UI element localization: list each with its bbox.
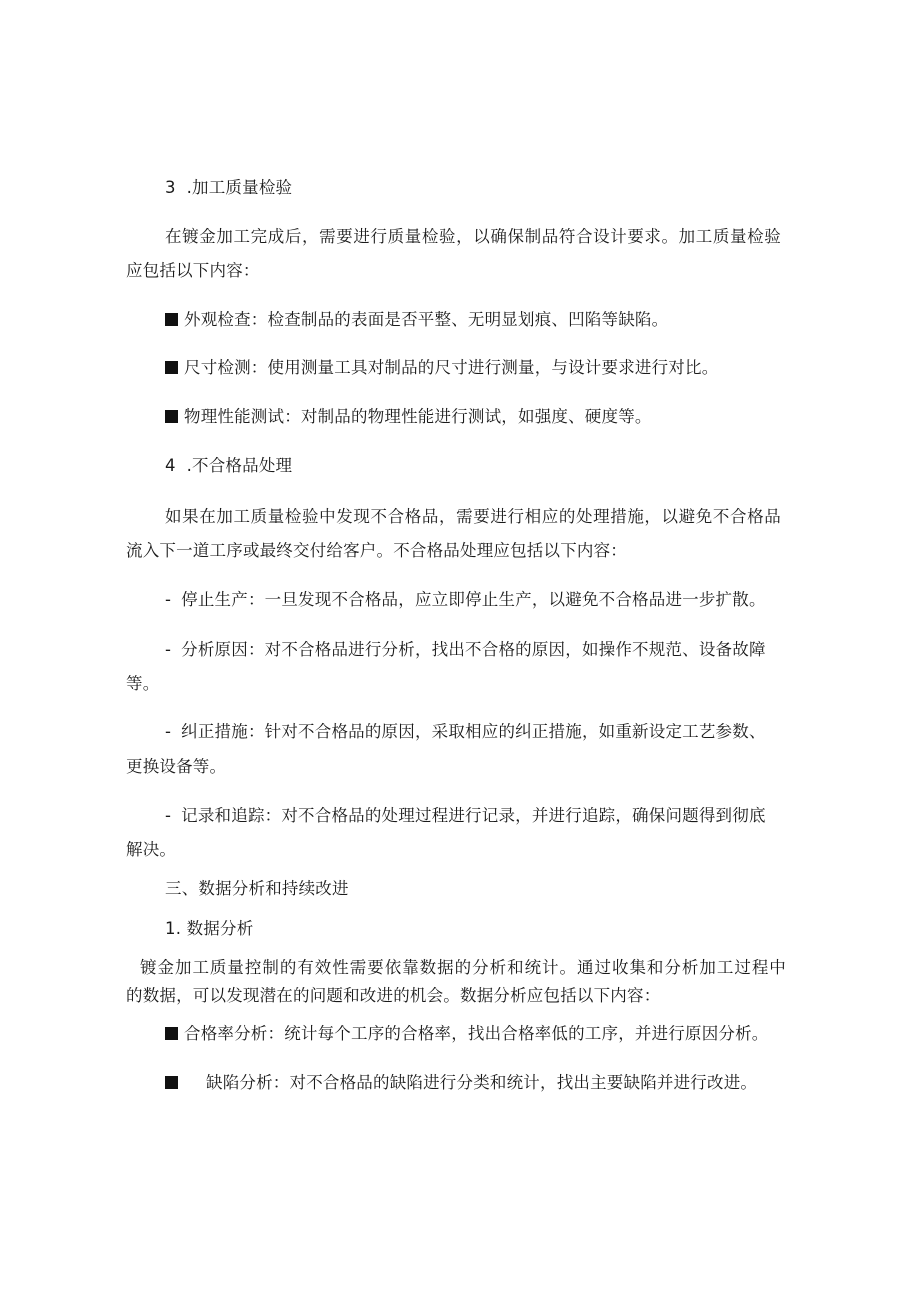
section-4-paragraph-line-1: 如果在加工质量检验中发现不合格品，需要进行相应的处理措施，以避免不合格品 bbox=[165, 507, 781, 526]
dash-item-text: 纠正措施：针对不合格品的原因，采取相应的纠正措施，如重新设定工艺参数、 bbox=[181, 722, 766, 741]
bullet-item bbox=[165, 407, 652, 427]
bullet-text: 物理性能测试：对制品的物理性能进行测试，如强度、硬度等。 bbox=[184, 407, 652, 426]
section-3-paragraph-line-2: 应包括以下内容： bbox=[126, 261, 260, 280]
section-4-paragraph-line-2: 流入下一道工序或最终交付给客户。不合格品处理应包括以下内容： bbox=[126, 541, 627, 560]
bullet-text: 合格率分析：统计每个工序的合格率，找出合格率低的工序，并进行原因分析。 bbox=[184, 1024, 769, 1043]
dash-list-item bbox=[165, 722, 766, 742]
dash-list-item bbox=[165, 640, 766, 660]
dash-item-text: 停止生产：一旦发现不合格品，应立即停止生产，以避免不合格品进一步扩散。 bbox=[181, 590, 766, 609]
dash-bullet: - bbox=[165, 640, 172, 659]
square-bullet-icon bbox=[165, 1076, 178, 1089]
bullet-item bbox=[165, 358, 718, 378]
section-3-paragraph-line-1: 在镀金加工完成后，需要进行质量检验，以确保制品符合设计要求。加工质量检验 bbox=[165, 227, 781, 246]
square-bullet-icon bbox=[165, 410, 178, 423]
section-3-heading: 3 .加工质量检验 bbox=[165, 178, 293, 197]
bullet-text: 外观检查：检查制品的表面是否平整、无明显划痕、凹陷等缺陷。 bbox=[184, 310, 669, 329]
square-bullet-icon bbox=[165, 361, 178, 374]
bullet-text: 缺陷分析：对不合格品的缺陷进行分类和统计，找出主要缺陷并进行改进。 bbox=[206, 1073, 758, 1092]
dash-list-item bbox=[165, 590, 766, 610]
bullet-item bbox=[165, 310, 668, 330]
dash-bullet: - bbox=[165, 722, 172, 741]
part-3-1-paragraph-line-2: 的数据，可以发现潜在的问题和改进的机会。数据分析应包括以下内容： bbox=[126, 986, 661, 1005]
square-bullet-icon bbox=[165, 1027, 178, 1040]
part-3-1-paragraph-line-1: 镀金加工质量控制的有效性需要依靠数据的分析和统计。通过收集和分析加工过程中 bbox=[140, 958, 786, 977]
square-bullet-icon bbox=[165, 313, 178, 326]
dash-bullet: - bbox=[165, 806, 172, 825]
dash-item-text: 记录和追踪：对不合格品的处理过程进行记录，并进行追踪，确保问题得到彻底 bbox=[181, 806, 766, 825]
part-3-1-heading: 1. 数据分析 bbox=[165, 919, 254, 938]
bullet-item bbox=[165, 1073, 757, 1093]
bullet-text: 尺寸检测：使用测量工具对制品的尺寸进行测量，与设计要求进行对比。 bbox=[184, 358, 719, 377]
part-3-heading: 三、数据分析和持续改进 bbox=[165, 879, 349, 898]
section-4-heading: 4 .不合格品处理 bbox=[165, 456, 293, 475]
bullet-item bbox=[165, 1024, 769, 1044]
dash-item-continuation: 等。 bbox=[126, 674, 160, 693]
dash-item-continuation: 更换设备等。 bbox=[126, 757, 227, 776]
dash-item-text: 分析原因：对不合格品进行分析，找出不合格的原因，如操作不规范、设备故障 bbox=[181, 640, 766, 659]
dash-item-continuation: 解决。 bbox=[126, 840, 177, 859]
dash-bullet: - bbox=[165, 590, 172, 609]
dash-list-item bbox=[165, 806, 766, 826]
